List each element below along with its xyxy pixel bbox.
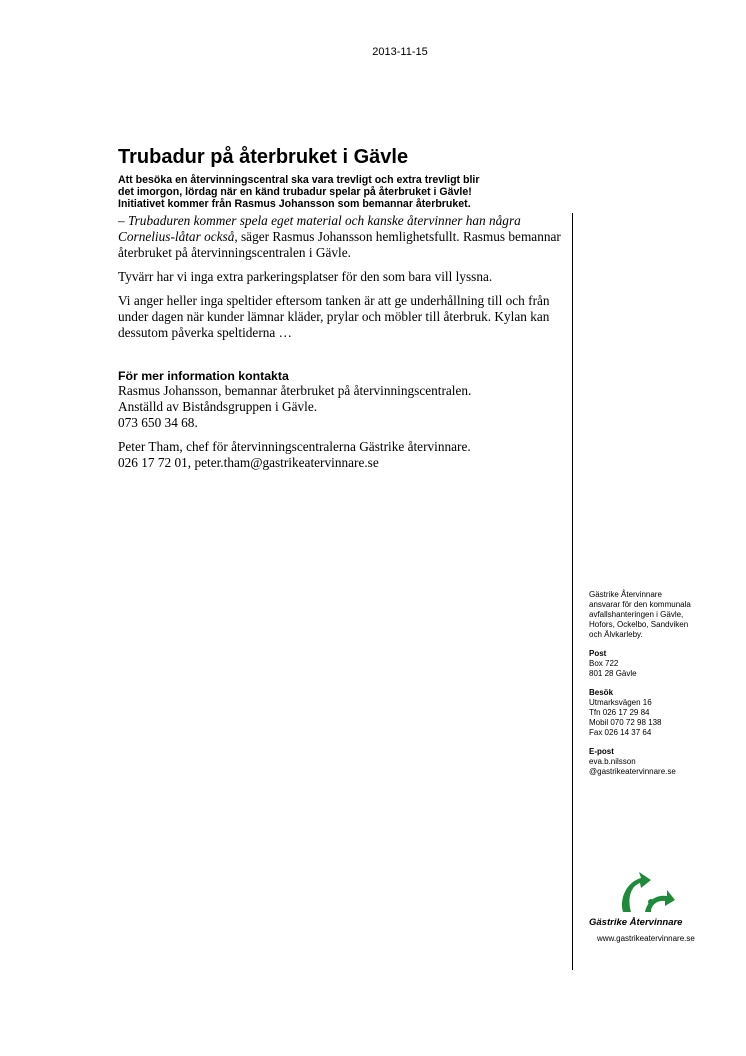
sidebar-line: ansvarar för den kommunala [589, 600, 691, 609]
recycle-arrows-icon [589, 868, 689, 914]
quote-attribution: säger Rasmus Johansson hemlighetsfullt. Rasmus bemannar återbruket på återvinningscentralen i Gävle. [118, 229, 561, 260]
website-link[interactable]: www.gastrikeatervinnare.se [597, 934, 695, 943]
contact-title: För mer information kontakta [118, 369, 289, 383]
sidebar-line: Box 722 [589, 659, 619, 668]
contact-line: Anställd av Biståndsgruppen i Gävle. [118, 399, 318, 414]
sidebar-line: Gästrike Återvinnare [589, 590, 662, 599]
contact-person-2 [118, 439, 568, 471]
company-logo [589, 868, 689, 928]
sidebar-line: avfallshanteringen i Gävle, [589, 610, 684, 619]
sidebar-line: Fax 026 14 37 64 [589, 728, 652, 737]
sidebar [589, 590, 739, 786]
contact-line: Rasmus Johansson, bemannar återbruket på återvinningscentralen. [118, 383, 472, 398]
sidebar-email [589, 747, 739, 777]
contact-person-1 [118, 383, 568, 431]
sidebar-line: Tfn 026 17 29 84 [589, 708, 650, 717]
logo-arrow-left [622, 872, 651, 912]
post-label: Post [589, 649, 607, 658]
contact-line: 073 650 34 68. [118, 415, 198, 430]
contact-line: Peter Tham, chef för återvinningscentralerna Gästrike återvinnare. [118, 439, 471, 454]
sidebar-divider [572, 213, 573, 970]
sidebar-line: och Älvkarleby. [589, 630, 643, 639]
sidebar-line: Hofors, Ockelbo, Sandviken [589, 620, 689, 629]
article-headline: Trubadur på återbruket i Gävle [118, 146, 409, 168]
sidebar-line: eva.b.nilsson [589, 757, 636, 766]
document-date: 2013-11-15 [372, 46, 428, 58]
logo-text: Gästrike Återvinnare [589, 917, 683, 928]
lead-line: det imorgon, lördag när en känd trubadur spelar på återbruket i Gävle! [118, 186, 472, 198]
quote-italic: – Trubaduren kommer spela eget material och kanske återvinner han några Cornelius-låtar också, [118, 213, 521, 244]
email-label: E-post [589, 747, 614, 756]
sidebar-line: Utmarksvägen 16 [589, 698, 652, 707]
sidebar-line: @gastrikeatervinnare.se [589, 767, 676, 776]
article-lead [118, 174, 568, 210]
lead-line: Initiativet kommer från Rasmus Johansson som bemannar återbruket. [118, 198, 471, 210]
logo-dot [648, 899, 654, 905]
sidebar-intro [589, 590, 739, 640]
parking-paragraph: Tyvärr har vi inga extra parkeringsplatser för den som bara vill lyssna. [118, 269, 493, 284]
article [118, 146, 568, 479]
sidebar-post [589, 649, 739, 679]
lead-line: Att besöka en återvinningscentral ska vara trevligt och extra trevligt blir [118, 174, 480, 186]
quote-paragraph [118, 213, 568, 261]
schedule-paragraph: Vi anger heller inga speltider eftersom tanken är att ge underhållning till och från under dagen när kunder lämnar kläder, prylar och möbler till återbruk. Kylan kan dessutom påverka speltiderna … [118, 293, 550, 340]
sidebar-line: 801 28 Gävle [589, 669, 637, 678]
visit-label: Besök [589, 688, 614, 697]
sidebar-line: Mobil 070 72 98 138 [589, 718, 662, 727]
sidebar-visit [589, 688, 739, 738]
contact-line: 026 17 72 01, peter.tham@gastrikeatervinnare.se [118, 455, 379, 470]
